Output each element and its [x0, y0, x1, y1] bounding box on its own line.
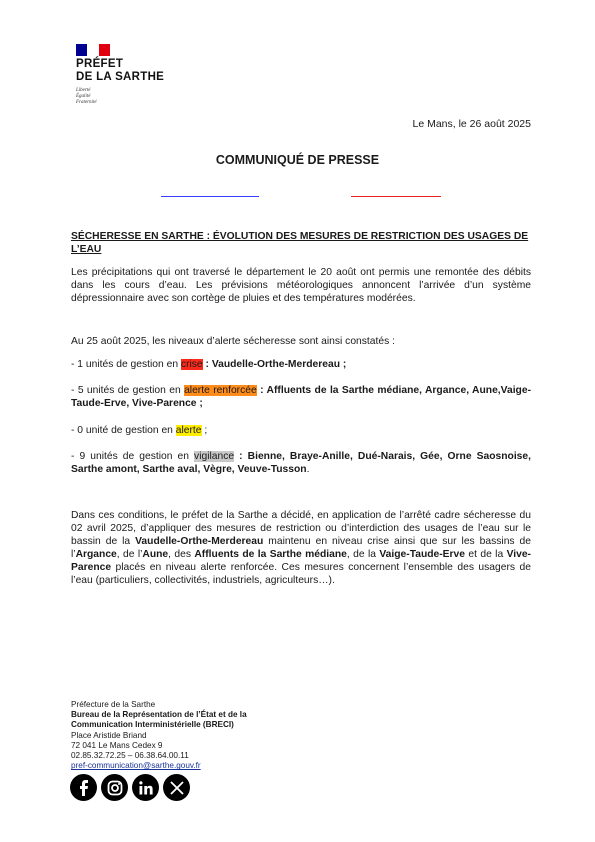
- level-sep: :: [256, 385, 267, 396]
- page-title: COMMUNIQUÉ DE PRESSE: [215, 153, 380, 167]
- level-end: .: [306, 464, 310, 475]
- decision-basin: Vive-Parence: [71, 549, 531, 573]
- decision-paragraph: [71, 509, 531, 587]
- levels-intro: Au 25 août 2025, les niveaux d’alerte sécheresse sont ainsi constatés :: [71, 336, 395, 347]
- level-badge-alerte-renforcee: alerte renforcée: [184, 385, 257, 396]
- date-line: Le Mans, le 26 août 2025: [412, 118, 531, 130]
- level-item-alerte: [71, 424, 531, 437]
- level-badge-crise: crise: [180, 359, 203, 370]
- decision-basin: Affluents de la Sarthe médiane: [194, 549, 347, 560]
- x-icon[interactable]: [163, 774, 190, 801]
- motto-egalite: Égalité: [76, 94, 91, 100]
- subject-heading: SÉCHERESSE EN SARTHE : ÉVOLUTION DES MESURES DE RESTRICTION DES USAGES DE L’EAU: [71, 231, 529, 255]
- motto-fraternite: Fraternité: [76, 100, 97, 106]
- footer-address: Place Aristide Briand: [71, 730, 147, 740]
- level-sep: ;: [201, 425, 208, 436]
- footer-bureau: Bureau de la Représentation de l’État et de la: [71, 710, 247, 720]
- decision-text: , des: [168, 549, 195, 560]
- decision-basin: Vaudelle-Orthe-Merdereau: [135, 536, 264, 547]
- prefecture-name: [76, 58, 164, 84]
- level-sep: :: [202, 359, 212, 370]
- republic-motto: [76, 88, 97, 107]
- republic-flag-logo: [76, 44, 110, 56]
- level-badge-vigilance: vigilance: [194, 451, 235, 462]
- level-badge-alerte: alerte: [175, 425, 202, 436]
- prefet-line2: DE LA SARTHE: [76, 71, 165, 83]
- level-item-alerte-renforcee: [71, 384, 531, 410]
- decision-text: et de la: [465, 549, 507, 560]
- prefet-line1: PRÉFET: [76, 58, 124, 70]
- level-areas: Vaudelle-Orthe-Merdereau ;: [211, 359, 347, 370]
- level-prefix: - 5 unités de gestion en: [71, 385, 185, 396]
- footer-bureau-2: Communication Interministérielle (BRECI): [71, 720, 234, 730]
- decision-text: , de l’: [116, 549, 143, 560]
- footer-phone: 02.85.32.72.25 – 06.38.64.00.11: [71, 751, 189, 761]
- level-item-crise: [71, 358, 531, 371]
- footer-contact: [71, 700, 247, 771]
- decision-text: , de la: [346, 549, 380, 560]
- social-links: [70, 774, 190, 801]
- decision-basin: Vaige-Taude-Erve: [379, 549, 466, 560]
- level-prefix: - 1 unités de gestion en: [71, 359, 181, 370]
- level-areas: Affluents de la Sarthe médiane, Argance, Aune,Vaige-Taude-Erve, Vive-Parence ;: [71, 385, 531, 409]
- decision-basin: Argance: [75, 549, 117, 560]
- intro-paragraph: Les précipitations qui ont traversé le département le 20 août ont permis une remontée des débits dans les cours d’eau. Les prévisions météorologiques annoncent l’arrivée d’un système dépressionnaire avec son cortège de pluies et des températures modérées.: [71, 267, 531, 304]
- linkedin-icon[interactable]: [132, 774, 159, 801]
- level-areas: Bienne, Braye-Anille, Dué-Narais, Gée, Orne Saosnoise, Sarthe amont, Sarthe aval, Vègre, Veuve-Tusson: [71, 451, 531, 475]
- decision-text: maintenu en niveau crise ainsi que sur les bassins de l’: [71, 536, 531, 560]
- level-prefix: - 9 unités de gestion en: [71, 451, 195, 462]
- footer-org: Préfecture de la Sarthe: [71, 700, 156, 709]
- footer-city: 72 041 Le Mans Cedex 9: [71, 740, 163, 750]
- level-prefix: - 0 unité de gestion en: [71, 425, 176, 436]
- level-sep: :: [234, 451, 248, 462]
- instagram-icon[interactable]: [101, 774, 128, 801]
- divider-blue: [161, 196, 259, 197]
- facebook-icon[interactable]: [70, 774, 97, 801]
- level-item-vigilance: [71, 450, 531, 476]
- footer-email-link[interactable]: pref-communication@sarthe.gouv.fr: [71, 761, 201, 771]
- decision-basin: Aune: [142, 549, 169, 560]
- motto-liberte: Liberté: [76, 88, 91, 93]
- decision-text: placés en niveau alerte renforcée. Ces mesures concernent l’ensemble des usagers de l’eau (particuliers, collectivités, industriels, agriculteurs…).: [71, 562, 531, 586]
- decision-text: Dans ces conditions, le préfet de la Sarthe a décidé, en application de l’arrêté cadre sécheresse du 02 avril 2025, d’appliquer des mesures de restriction ou d’interdiction des usages de l’eau sur le bassin de la: [71, 510, 531, 547]
- divider-red: [351, 196, 441, 197]
